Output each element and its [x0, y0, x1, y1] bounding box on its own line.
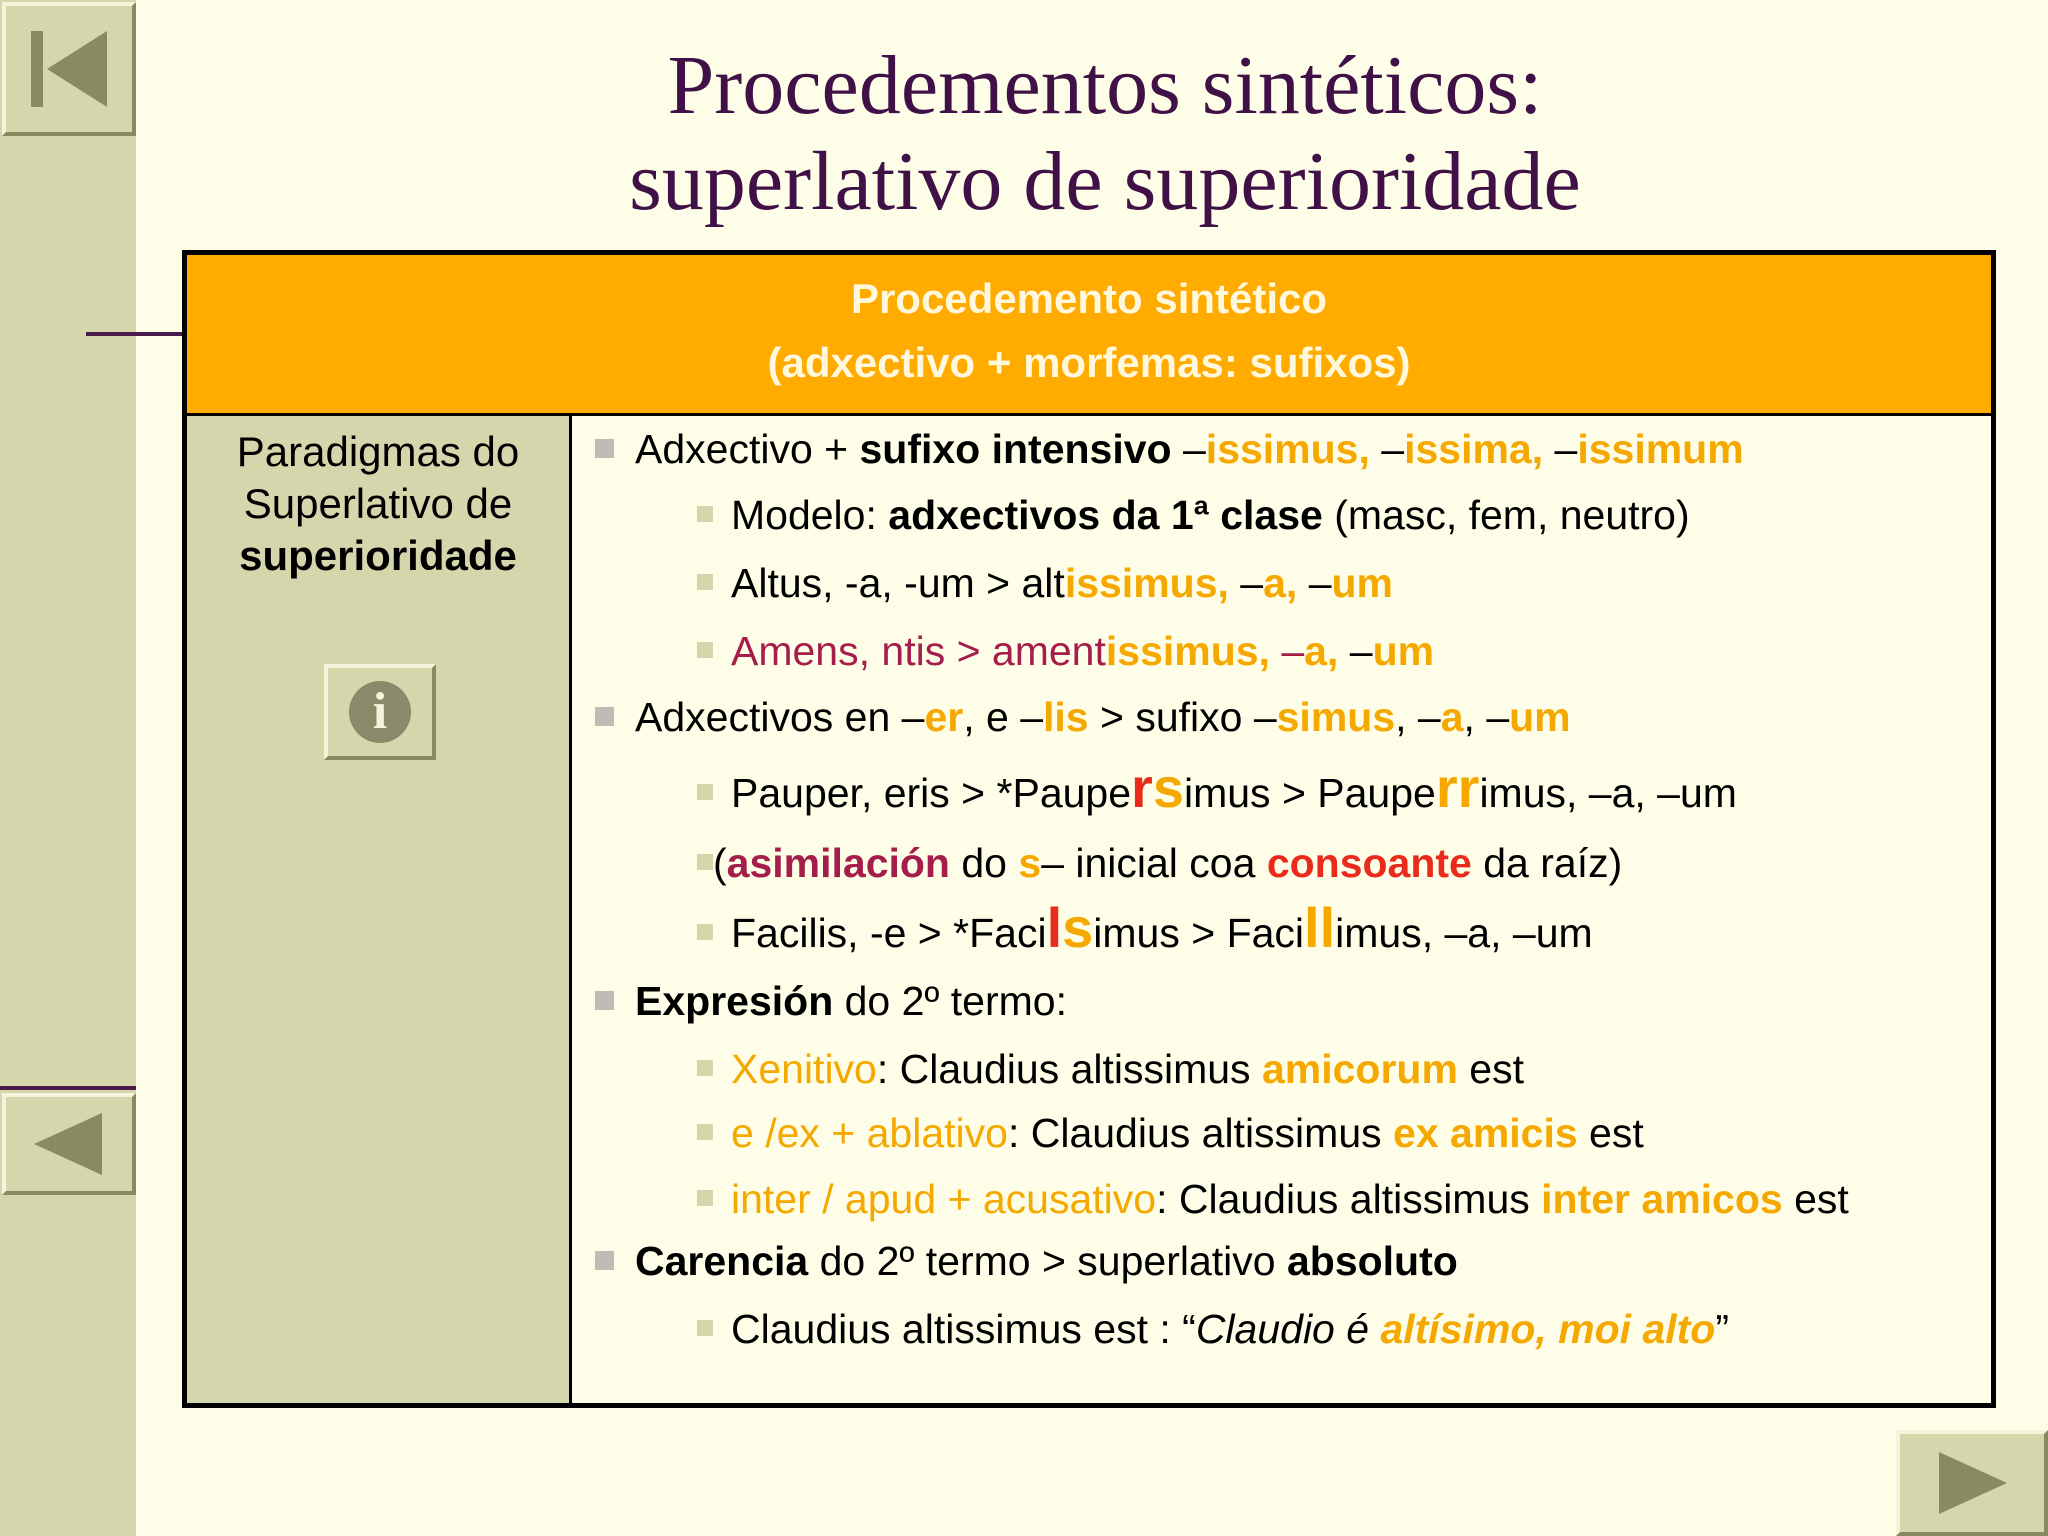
list-item: Altus, -a, -um > altissimus, –a, –um: [697, 560, 1393, 607]
paradigm-line2: Superlativo de: [243, 480, 513, 527]
content-table: [182, 250, 1996, 1408]
first-slide-icon: [21, 21, 117, 117]
list-item: Amens, ntis > amentissimus, –a, –um: [697, 628, 1434, 675]
paradigm-cell: [187, 416, 572, 1403]
sidebar: [0, 0, 136, 1536]
list-item: Carencia do 2º termo > superlativo absoluto: [595, 1238, 1458, 1285]
bullet: [697, 1320, 713, 1336]
header-line1: Procedemento sintético: [850, 275, 1328, 322]
next-slide-button[interactable]: [1896, 1430, 2048, 1536]
bullet: [697, 1124, 713, 1140]
info-icon: i: [349, 681, 411, 743]
list-item: Facilis, -e > *Facilsimus > Facillimus, –a, –um: [697, 910, 1593, 957]
list-item: e /ex + ablativo: Claudius altissimus ex amicis est: [697, 1110, 1644, 1157]
previous-slide-icon: [24, 1109, 114, 1179]
list-item: Modelo: adxectivos da 1ª clase (masc, fem, neutro): [697, 492, 1690, 539]
bullet: [697, 574, 713, 590]
bullet: [697, 1190, 713, 1206]
decorative-line-bottom: [0, 1086, 136, 1090]
bullet: [697, 506, 713, 522]
bullet: [595, 1251, 614, 1270]
bullet: [697, 854, 713, 870]
first-slide-button[interactable]: [2, 2, 136, 136]
list-item: inter / apud + acusativo: Claudius altissimus inter amicos est: [697, 1176, 1849, 1223]
slide-title: [500, 38, 1710, 230]
list-item: Expresión do 2º termo:: [595, 978, 1067, 1025]
bullet: [595, 707, 614, 726]
list-item: Pauper, eris > *Paupersimus > Pauperrimus, –a, –um: [697, 770, 1737, 817]
list-item: (asimilación do s– inicial coa consoante da raíz): [697, 840, 1622, 887]
next-slide-icon: [1927, 1448, 2017, 1518]
slide-title-line1: Procedementos sintéticos:: [667, 39, 1543, 132]
paradigm-line3: superioridade: [239, 532, 517, 579]
bullet: [697, 642, 713, 658]
slide-title-line2: superlativo de superioridade: [629, 135, 1581, 228]
bullet: [697, 784, 713, 800]
bullet: [595, 991, 614, 1010]
list-item: Claudius altissimus est : “Claudio é altísimo, moi alto”: [697, 1306, 1729, 1353]
decorative-line-top: [86, 332, 186, 336]
info-button[interactable]: [324, 664, 436, 760]
bullet: [697, 1060, 713, 1076]
list-item: Xenitivo: Claudius altissimus amicorum est: [697, 1046, 1524, 1093]
paradigm-line1: Paradigmas do: [236, 428, 520, 475]
bullet: [595, 439, 614, 458]
table-header: [187, 255, 1991, 416]
list-item: Adxectivos en –er, e –lis > sufixo –simus, –a, –um: [595, 694, 1571, 741]
previous-slide-button[interactable]: [2, 1093, 136, 1195]
header-line2: (adxectivo + morfemas: sufixos): [767, 339, 1411, 386]
list-item: Adxectivo + sufixo intensivo –issimus, –issima, –issimum: [595, 426, 1744, 473]
bullet: [697, 924, 713, 940]
